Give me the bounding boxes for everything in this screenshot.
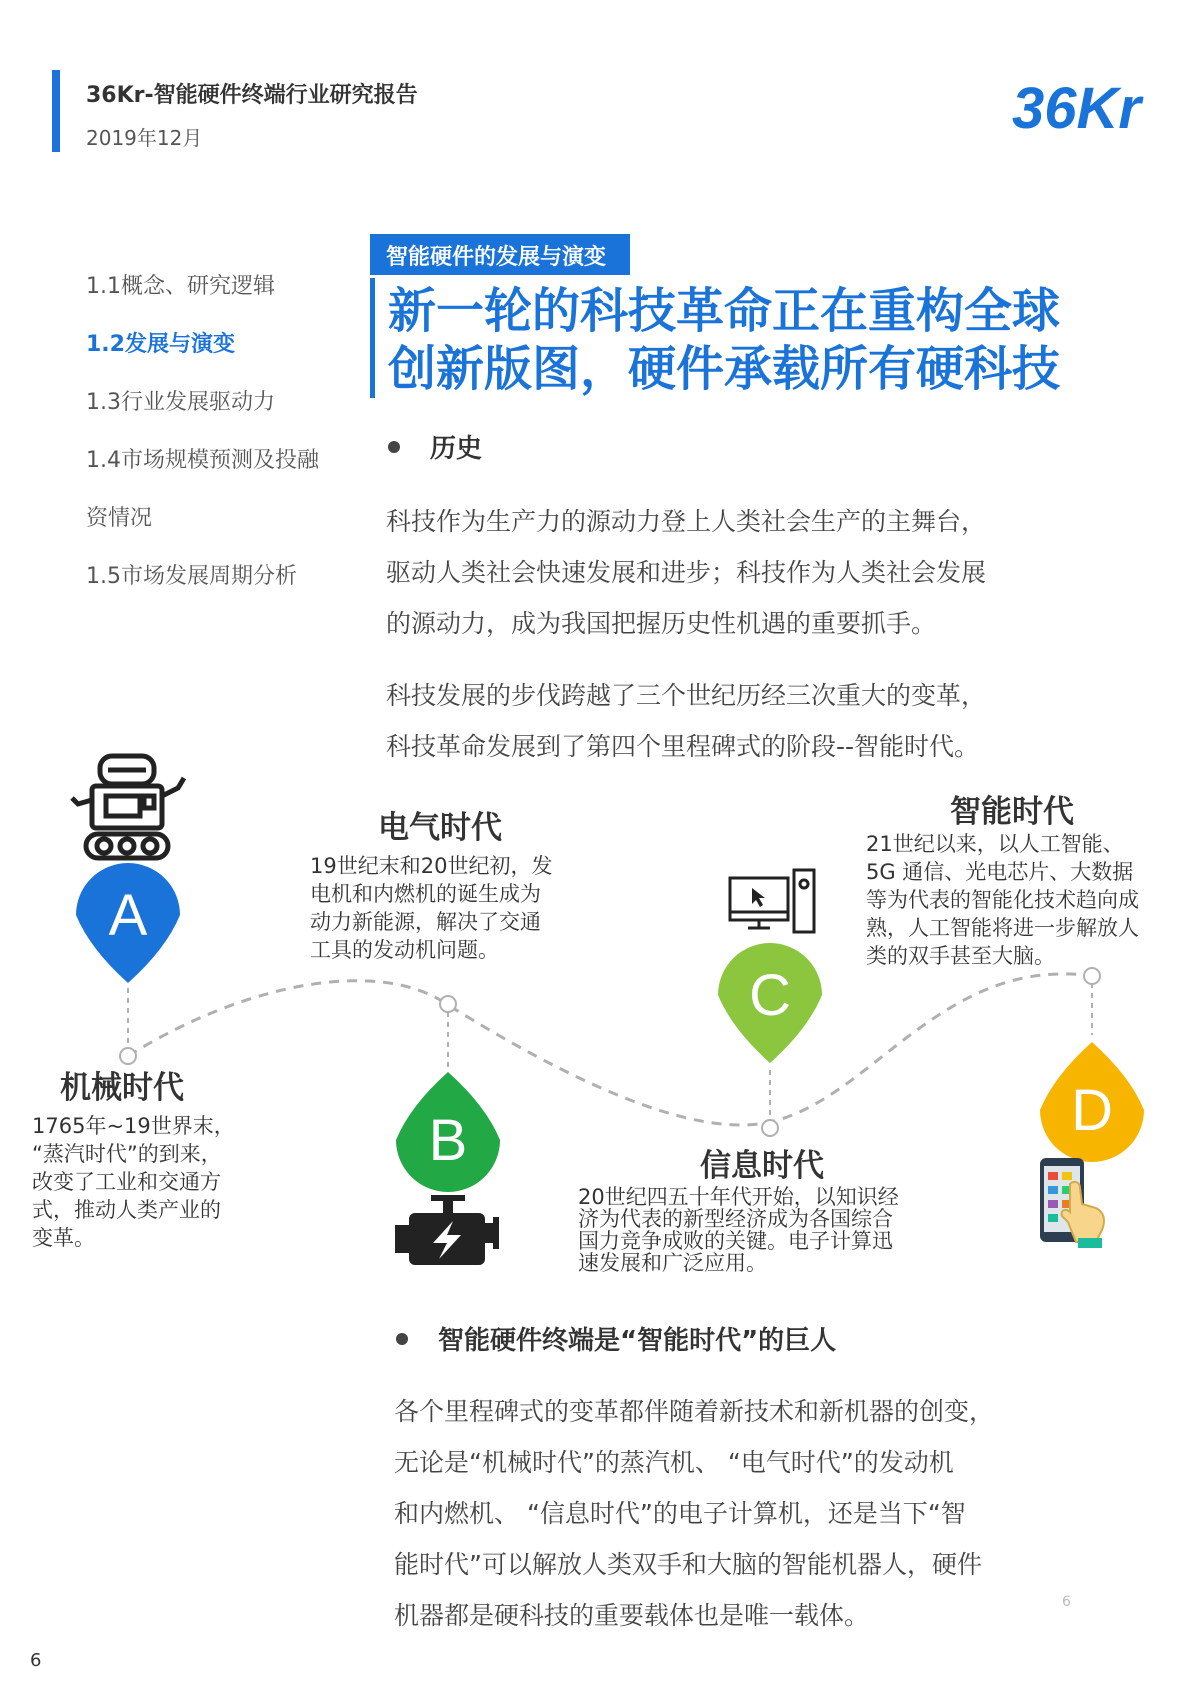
era-b-description: 19世纪末和20世纪初，发 电机和内燃机的诞生成为 动力新能源，解决了交通 工具的发动机问题。: [310, 854, 553, 962]
giant-heading: 智能硬件终端是“智能时代”的巨人: [396, 1320, 836, 1357]
computer-icon: [730, 870, 814, 932]
robot-icon: [72, 756, 184, 858]
page-number-faint: 6: [1062, 1594, 1071, 1610]
era-d-description: 21世纪以来，以人工智能、 5G 通信、光电芯片、大数据 等为代表的智能化技术趋向成 熟，人工智能将进一步解放人 类的双手甚至大脑。: [866, 832, 1139, 968]
report-date: 2019年12月: [86, 126, 203, 150]
timeline-node-d: [1084, 968, 1100, 984]
toc-item-1-4[interactable]: 1.4市场规模预测及投融: [86, 448, 319, 473]
era-b-title: 电气时代: [378, 810, 502, 846]
pin-b-letter: B: [428, 1108, 468, 1173]
era-c-title: 信息时代: [700, 1148, 824, 1184]
toc-item-1-5[interactable]: 1.5市场发展周期分析: [86, 564, 297, 589]
pin-b: [396, 1072, 500, 1192]
headline-line-2: 创新版图，硬件承载所有硬科技: [388, 341, 1061, 397]
era-d-title: 智能时代: [950, 794, 1074, 830]
pin-a-letter: A: [108, 883, 148, 948]
pin-c-letter: C: [749, 963, 791, 1028]
pin-a: [76, 863, 180, 983]
pin-d-letter: D: [1071, 1078, 1113, 1143]
section-tag: 智能硬件的发展与演变: [370, 234, 630, 275]
toc-item-1-2[interactable]: 1.2发展与演变: [86, 332, 235, 357]
timeline-wave: [128, 974, 1085, 1125]
timeline-node-b: [440, 996, 456, 1012]
toc-item-1-3[interactable]: 1.3行业发展驱动力: [86, 390, 275, 415]
pin-d: [1040, 1042, 1144, 1162]
toc-item-1-1[interactable]: 1.1概念、研究逻辑: [86, 274, 275, 299]
history-paragraph-2: 科技发展的步伐跨越了三个世纪历经三次重大的变革， 科技革命发展到了第四个里程碑式的阶段--智能时代。: [386, 681, 987, 761]
pin-c: [718, 943, 822, 1063]
history-paragraph-1: 科技作为生产力的源动力登上人类社会生产的主舞台， 驱动人类社会快速发展和进步；科技作为人类社会发展 的源动力，成为我国把握历史性机遇的重要抓手。: [386, 507, 987, 638]
history-heading: 历史: [388, 428, 482, 465]
era-a-description: 1765年~19世界末， “蒸汽时代”的到来， 改变了工业和交通方 式，推动人类产业的 变革。: [32, 1114, 235, 1250]
era-a-title: 机械时代: [60, 1070, 184, 1106]
headline-line-1: 新一轮的科技革命正在重构全球: [388, 283, 1061, 339]
toc-item-1-4-cont[interactable]: 资情况: [86, 506, 153, 531]
era-c-description: 20世纪四五十年代开始，以知识经 济为代表的新型经济成为各国综合 国力竞争成败的关键。电子计算迅 速发展和广泛应用。: [578, 1185, 899, 1275]
giant-paragraph: 各个里程碑式的变革都伴随着新技术和新机器的创变， 无论是“机械时代”的蒸汽机、 “电气时代”的发动机 和内燃机、 “信息时代”的电子计算机，还是当下“智 能时代”可以解放人类双手和大脑的智能机器人，硬件 机器都是硬科技的重要载体也是唯一载体。: [394, 1397, 995, 1630]
timeline-node-c: [762, 1120, 778, 1136]
page-number: 6: [30, 1650, 42, 1671]
engine-icon: [395, 1195, 499, 1265]
report-title: 36Kr-智能硬件终端行业研究报告: [86, 83, 418, 108]
phone-touch-icon: [1040, 1158, 1104, 1248]
bullet-dot: [396, 1333, 408, 1345]
logo-text: 36Kr: [1012, 76, 1141, 141]
